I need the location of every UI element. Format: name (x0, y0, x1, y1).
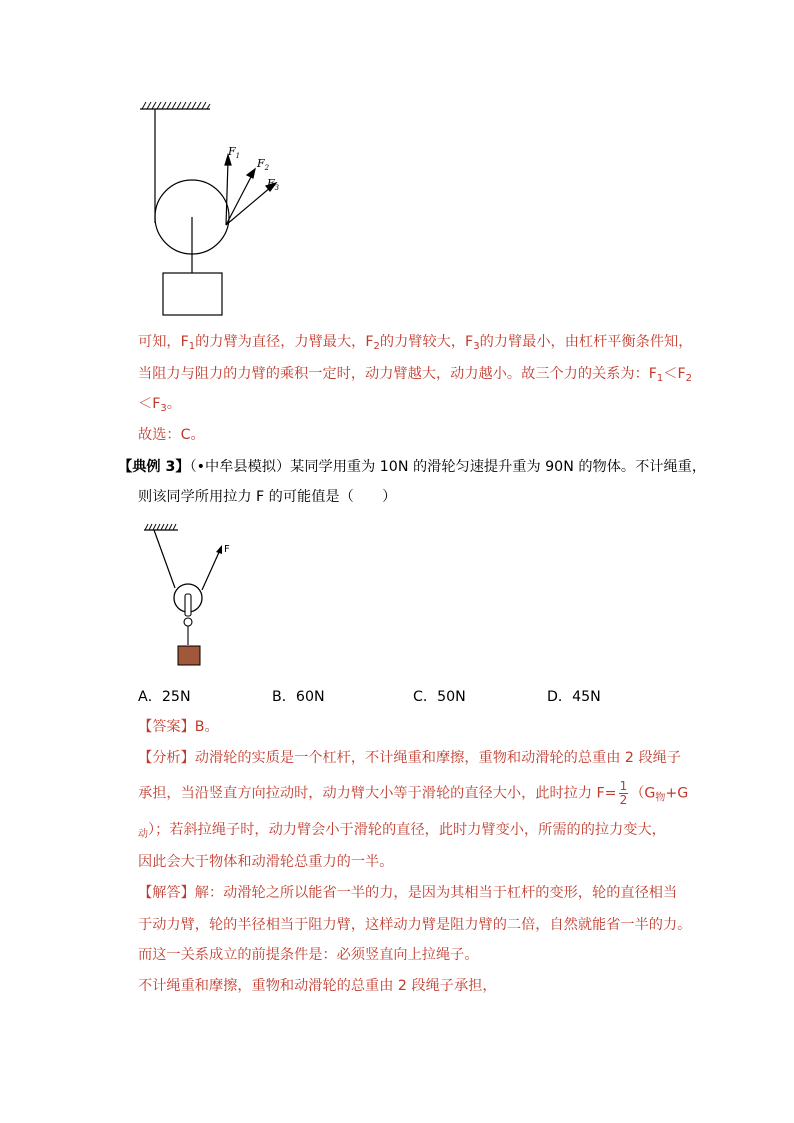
analysis-prev-choice: 故选：C。 (138, 427, 205, 443)
load-block (178, 646, 200, 665)
solution-line2: 于动力臂，轮的半径相当于阻力臂，这样动力臂是阻力臂的二倍，自然就能省一半的力。 (138, 917, 692, 933)
analysis-prev-line1: 可知，$F_1$的力臂为直径，力臂最大，$F_2$的力臂较大，$F_3$的力臂最小，由杠杆平衡条件知， (138, 334, 693, 352)
analysis-line4: 因此会大于物体和动滑轮总重力的一半。 (138, 854, 394, 870)
fixed-pulley-figure (130, 95, 300, 325)
option-c[interactable]: C．50N (413, 689, 466, 705)
fraction-one-half: $\frac{1}{2}$ (619, 779, 628, 807)
option-a[interactable]: A．25N (138, 689, 191, 705)
answer-tag: 【答案】 (138, 719, 195, 735)
solution-line1: 【解答】解：动滑轮之所以能省一半的力，是因为其相当于杠杆的变形，轮的直径相当 (138, 885, 678, 901)
analysis-prev-line3: $<F_3$。 (138, 396, 181, 414)
force-label-f1: $F_1$ (228, 145, 241, 160)
pull-arrow (216, 545, 222, 554)
ceiling (144, 524, 178, 530)
hook (184, 618, 192, 626)
solution-tag: 【解答】 (138, 885, 195, 901)
ceiling (140, 102, 210, 109)
pulley-frame (185, 594, 191, 616)
force-label-f3: $F_3$ (267, 177, 280, 192)
force-label-f: F (224, 544, 230, 555)
rope-right (202, 550, 220, 590)
answer-line: 【答案】B。 (138, 719, 219, 735)
analysis-prev-line2: 当阻力与阻力的力臂的乘积一定时，动力臂越大，动力越小。故三个力的关系为：$F_1<F_2$ (138, 366, 693, 384)
example3-line2: 则该同学所用拉力 F 的可能值是（ ） (138, 489, 397, 505)
example3-line1: 【典例 3】（•中牟县模拟）某同学用重为 10N 的滑轮匀速提升重为 90N 的物体。不计绳重， (118, 459, 707, 475)
example3-tag: 【典例 3】 (118, 459, 190, 475)
load-block (163, 273, 222, 315)
analysis-line2: 承担，当沿竖直方向拉动时，动力臂大小等于滑轮的直径大小，此时拉力 F= $\frac{1}{2}$ （$G_物+G$ (138, 779, 689, 807)
force-label-f2: $F_2$ (257, 157, 270, 172)
option-d[interactable]: D．45N (547, 689, 601, 705)
solution-line4: 不计绳重和摩擦，重物和动滑轮的总重由 2 段绳子承担， (138, 978, 497, 994)
movable-pulley-figure (138, 518, 248, 670)
solution-line3: 而这一关系成立的前提条件是：必须竖直向上拉绳子。 (138, 947, 479, 963)
option-b[interactable]: B．60N (272, 689, 325, 705)
analysis-tag: 【分析】 (138, 750, 195, 766)
analysis-line3: $_动$）；若斜拉绳子时，动力臂会小于滑轮的直径，此时力臂变小，所需的的拉力变大， (138, 822, 666, 840)
analysis-line1: 【分析】动滑轮的实质是一个杠杆，不计绳重和摩擦，重物和动滑轮的总重由 2 段绳子 (138, 750, 682, 766)
rope-left (154, 530, 175, 588)
